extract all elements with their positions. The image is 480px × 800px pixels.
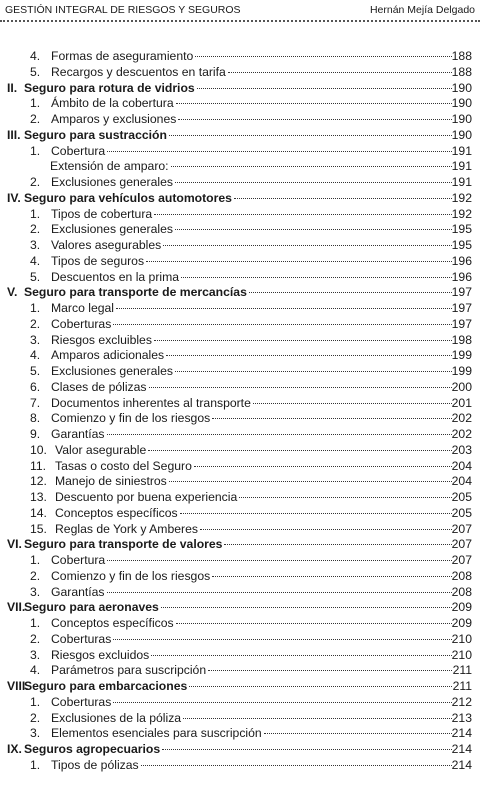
toc-page-number: 209 [451, 600, 472, 615]
toc-section-entry[interactable] [0, 191, 480, 207]
toc-entry-number: 2. [30, 112, 41, 126]
toc-entry-number: 3. [30, 584, 41, 599]
toc-entry[interactable] [0, 443, 480, 459]
toc-entry[interactable] [0, 726, 480, 742]
toc-entry-body [51, 65, 454, 81]
dot-leader [148, 449, 452, 451]
dot-leader [253, 402, 452, 404]
table-of-contents [0, 49, 480, 774]
toc-entry-body [55, 506, 454, 522]
toc-page-number: 202 [451, 427, 472, 441]
dot-leader [169, 480, 452, 482]
toc-entry-body [51, 663, 454, 679]
toc-entry-title: Comienzo y fin de los riesgos [51, 568, 211, 583]
toc-entry-title: Tipos de seguros [51, 253, 145, 268]
toc-entry-title: Ámbito de la cobertura [51, 96, 174, 111]
dot-leader [208, 669, 452, 671]
toc-page-number: 198 [451, 332, 472, 347]
toc-entry-body [24, 537, 454, 553]
toc-entry-title: Formas de aseguramiento [51, 49, 194, 63]
toc-entry-title: Tipos de pólizas [51, 757, 139, 772]
toc-entry-title: Valor asegurable [55, 442, 147, 457]
toc-page-number: 192 [451, 206, 472, 221]
toc-entry-body [51, 222, 454, 238]
toc-page-number: 209 [451, 616, 472, 630]
toc-page-number: 213 [451, 710, 472, 725]
toc-entry-number: 1. [30, 553, 41, 567]
toc-entry-title: Seguro para vehículos automotores [24, 190, 232, 205]
header-author: Hernán Mejía Delgado [369, 4, 475, 16]
toc-entry-title: Exclusiones generales [51, 222, 173, 237]
toc-entry[interactable] [0, 238, 480, 254]
toc-entry-body [51, 175, 454, 191]
toc-page-number: 214 [451, 757, 472, 772]
toc-page-number: 196 [451, 269, 472, 284]
toc-page-number: 211 [452, 663, 472, 678]
toc-entry-title: Conceptos específicos [51, 616, 174, 630]
dot-leader [212, 575, 452, 577]
toc-entry-title: Manejo de siniestros [55, 474, 167, 489]
toc-entry-number: 1. [30, 206, 41, 221]
toc-page-number: 188 [451, 49, 472, 63]
toc-entry-body [51, 632, 454, 648]
dot-leader [107, 591, 452, 593]
toc-entry-title: Marco legal [51, 301, 114, 315]
toc-page-number: 195 [451, 238, 472, 252]
toc-page-number: 190 [451, 80, 472, 95]
toc-entry-number: 2. [30, 631, 41, 646]
toc-entry-body [51, 411, 454, 427]
dot-leader [166, 354, 452, 356]
toc-entry[interactable] [0, 364, 480, 380]
toc-entry-body [51, 553, 454, 569]
toc-entry-body [24, 742, 454, 758]
toc-entry-body [51, 726, 454, 742]
toc-entry-title: Exclusiones generales [51, 175, 173, 189]
toc-page-number: 204 [451, 458, 472, 473]
toc-page-number: 192 [451, 190, 472, 205]
toc-entry-body [51, 317, 454, 333]
toc-entry-number: 15. [30, 521, 47, 536]
toc-entry-number: 3. [30, 726, 41, 741]
dot-leader [146, 260, 452, 262]
dot-leader [200, 528, 452, 530]
toc-page-number: 210 [451, 647, 472, 662]
toc-entry-title: Coberturas [51, 316, 112, 331]
toc-entry[interactable] [0, 663, 480, 679]
toc-page-number: 214 [451, 726, 472, 741]
toc-page-number: 208 [451, 584, 472, 599]
dot-leader [163, 244, 452, 246]
toc-entry[interactable] [0, 411, 480, 427]
toc-page-number: 191 [451, 159, 472, 174]
dot-leader [113, 323, 452, 325]
toc-entry-title: Extensión de amparo: [50, 159, 169, 174]
toc-entry-body [51, 695, 454, 711]
toc-entry-title: Tasas o costo del Seguro [55, 458, 192, 473]
toc-entry-title: Comienzo y fin de los riesgos [51, 411, 211, 426]
dot-leader [107, 150, 452, 152]
toc-entry-title: Descuento por buena experiencia [55, 490, 238, 504]
dot-leader [228, 71, 452, 73]
dot-leader [154, 213, 452, 215]
toc-entry-number: 5. [30, 269, 41, 284]
toc-entry-number: 2. [30, 568, 41, 583]
dot-leader [171, 165, 452, 167]
toc-entry-body [24, 679, 454, 695]
toc-entry-title: Riesgos excluidos [51, 647, 150, 662]
toc-entry-title: Seguro para transporte de valores [24, 537, 223, 552]
dot-leader [197, 87, 452, 89]
toc-page-number: 208 [451, 568, 472, 583]
toc-entry-body [24, 81, 454, 97]
toc-entry-body [51, 364, 454, 380]
toc-entry-title: Amparos y exclusiones [51, 112, 177, 126]
toc-entry[interactable] [0, 96, 480, 112]
toc-entry-body [51, 238, 454, 254]
toc-entry-title: Exclusiones generales [51, 364, 173, 378]
toc-entry[interactable] [0, 632, 480, 648]
toc-entry-body [51, 270, 454, 286]
header-divider [0, 20, 480, 22]
toc-entry-number: 3. [30, 238, 41, 252]
toc-entry[interactable] [0, 254, 480, 270]
toc-entry-title: Seguro para embarcaciones [24, 679, 188, 693]
toc-entry-body [51, 380, 454, 396]
dot-leader [162, 748, 452, 750]
toc-entry-title: Garantías [51, 427, 105, 441]
toc-page-number: 199 [451, 364, 472, 378]
dot-leader [151, 654, 452, 656]
toc-entry-number: V. [7, 285, 18, 300]
toc-page-number: 191 [451, 175, 472, 189]
toc-entry[interactable] [0, 270, 480, 286]
toc-page-number: 197 [451, 285, 472, 300]
toc-page-number: 207 [451, 553, 472, 567]
toc-page-number: 197 [451, 301, 472, 315]
toc-page-number: 210 [451, 631, 472, 646]
toc-entry-title: Seguro para aeronaves [24, 600, 159, 615]
dot-leader [194, 465, 452, 467]
toc-entry-body [51, 144, 454, 160]
toc-section-entry[interactable] [0, 128, 480, 144]
toc-entry-number: 1. [30, 143, 41, 158]
toc-entry-title: Amparos adicionales [51, 348, 165, 363]
toc-entry[interactable] [0, 380, 480, 396]
toc-page-number: 199 [451, 348, 472, 363]
dot-leader [212, 417, 452, 419]
dot-leader [264, 732, 452, 734]
toc-entry[interactable] [0, 49, 480, 65]
toc-page-number: 197 [451, 316, 472, 331]
toc-entry-number: 4. [30, 49, 41, 63]
header-book-title: GESTIÓN INTEGRAL DE RIESGOS Y SEGUROS [5, 4, 241, 16]
toc-entry[interactable] [0, 648, 480, 664]
toc-entry[interactable] [0, 695, 480, 711]
dot-leader [113, 701, 452, 703]
toc-entry-body [51, 112, 454, 128]
toc-entry-number: 14. [30, 505, 47, 520]
toc-entry-title: Valores asegurables [51, 238, 162, 252]
toc-entry-title: Tipos de cobertura [51, 206, 153, 221]
dot-leader [176, 102, 452, 104]
toc-entry-body [51, 711, 454, 727]
toc-section-entry[interactable] [0, 742, 480, 758]
toc-entry-title: Garantías [51, 584, 105, 599]
toc-entry-number: 4. [30, 253, 41, 268]
toc-entry[interactable] [0, 553, 480, 569]
toc-page-number: 207 [451, 521, 472, 536]
toc-entry[interactable] [0, 112, 480, 128]
toc-entry-title: Parámetros para suscripción [51, 663, 207, 678]
toc-entry[interactable] [0, 207, 480, 223]
toc-section-entry[interactable] [0, 679, 480, 695]
toc-entry-number: 5. [30, 364, 41, 378]
toc-entry[interactable] [0, 144, 480, 160]
toc-entry-title: Cobertura [51, 553, 106, 567]
toc-entry-body [50, 159, 454, 175]
toc-entry-body [51, 333, 454, 349]
dot-leader [181, 276, 452, 278]
toc-entry-title: Recargos y descuentos en tarifa [51, 64, 226, 79]
dot-leader [169, 134, 452, 136]
toc-entry-number: 4. [30, 348, 41, 363]
toc-entry-body [51, 254, 454, 270]
toc-entry-number: 3. [30, 332, 41, 347]
toc-entry-body [51, 396, 454, 412]
toc-entry-body [55, 443, 454, 459]
toc-entry[interactable] [0, 506, 480, 522]
toc-entry-number: 7. [30, 395, 41, 410]
toc-section-entry[interactable] [0, 600, 480, 616]
toc-entry-number: 1. [30, 301, 41, 315]
dot-leader [224, 543, 452, 545]
dot-leader [249, 291, 452, 293]
dot-leader [116, 307, 452, 309]
toc-entry[interactable] [0, 175, 480, 191]
toc-entry-title: Seguro para sustracción [24, 127, 167, 142]
toc-entry[interactable] [0, 459, 480, 475]
toc-page-number: 204 [451, 474, 472, 489]
toc-entry-body [51, 758, 454, 774]
toc-entry-body [51, 49, 454, 65]
toc-entry-number: 1. [30, 616, 41, 630]
toc-entry-number: 2. [30, 222, 41, 237]
toc-entry-title: Exclusiones de la póliza [51, 710, 182, 725]
toc-entry-body [51, 569, 454, 585]
dot-leader [175, 370, 452, 372]
toc-entry-title: Seguro para transporte de mercancías [24, 285, 247, 300]
toc-entry-number: 2. [30, 175, 41, 189]
toc-entry-title: Elementos esenciales para suscripción [51, 726, 262, 741]
toc-entry-number: II. [7, 80, 18, 95]
dot-leader [178, 118, 452, 120]
dot-leader [175, 181, 452, 183]
toc-entry-number: 1. [30, 757, 41, 772]
dot-leader [195, 55, 452, 57]
toc-entry[interactable] [0, 474, 480, 490]
toc-entry-body [51, 616, 454, 632]
dot-leader [180, 512, 452, 514]
dot-leader [141, 764, 452, 766]
toc-entry-number: 1. [30, 694, 41, 709]
toc-page-number: 201 [451, 395, 472, 410]
toc-entry-body [55, 490, 454, 506]
toc-entry-body [51, 348, 454, 364]
dot-leader [183, 717, 452, 719]
toc-page-number: 203 [451, 442, 472, 457]
toc-page-number: 195 [451, 222, 472, 237]
toc-entry[interactable] [0, 427, 480, 443]
dot-leader [176, 622, 452, 624]
toc-entry[interactable] [0, 585, 480, 601]
toc-entry-number: 9. [30, 427, 41, 441]
toc-entry-body [51, 207, 454, 223]
toc-entry-number: 10. [30, 442, 47, 457]
toc-page-number: 207 [451, 537, 472, 552]
toc-entry-title: Coberturas [51, 694, 112, 709]
toc-entry[interactable] [0, 396, 480, 412]
toc-entry-number: 8. [30, 411, 41, 426]
toc-entry-title: Riesgos excluibles [51, 332, 152, 347]
toc-page-number: 196 [451, 253, 472, 268]
toc-page-number: 190 [451, 96, 472, 111]
dot-leader [154, 339, 452, 341]
toc-entry-body [51, 427, 454, 443]
toc-entry[interactable] [0, 616, 480, 632]
toc-entry-body [24, 285, 454, 301]
toc-entry-title: Reglas de York y Amberes [55, 521, 198, 536]
dot-leader [239, 496, 452, 498]
toc-page-number: 190 [451, 127, 472, 142]
toc-entry-title: Clases de pólizas [51, 379, 147, 394]
toc-page-number: 205 [451, 490, 472, 504]
dot-leader [149, 386, 452, 388]
running-header [0, 0, 480, 20]
dot-leader [161, 606, 452, 608]
toc-page-number: 214 [451, 742, 472, 756]
toc-entry-number: 5. [30, 64, 41, 79]
toc-entry-title: Descuentos en la prima [51, 269, 180, 284]
dot-leader [107, 559, 452, 561]
toc-entry[interactable] [0, 569, 480, 585]
toc-entry[interactable] [0, 159, 480, 175]
toc-page-number: 211 [452, 679, 472, 693]
toc-entry-number: VIII. [7, 679, 29, 693]
toc-entry-title: Conceptos específicos [55, 505, 178, 520]
toc-entry-body [55, 474, 454, 490]
toc-entry-body [24, 600, 454, 616]
toc-entry-number: 4. [30, 663, 41, 678]
toc-section-entry[interactable] [0, 81, 480, 97]
toc-entry-number: 1. [30, 96, 41, 111]
toc-entry[interactable] [0, 65, 480, 81]
toc-entry-number: 3. [30, 647, 41, 662]
toc-section-entry[interactable] [0, 537, 480, 553]
toc-entry[interactable] [0, 333, 480, 349]
toc-entry[interactable] [0, 758, 480, 774]
toc-entry-number: III. [7, 127, 21, 142]
toc-entry-number: 2. [30, 710, 41, 725]
toc-entry[interactable] [0, 222, 480, 238]
toc-page-number: 191 [451, 143, 472, 158]
toc-entry-number: IX. [7, 742, 22, 756]
toc-entry-title: Seguros agropecuarios [24, 742, 161, 756]
toc-page-number: 212 [451, 694, 472, 709]
toc-entry-body [24, 128, 454, 144]
toc-entry-title: Cobertura [51, 143, 106, 158]
toc-entry[interactable] [0, 317, 480, 333]
dot-leader [113, 638, 452, 640]
toc-page-number: 200 [451, 379, 472, 394]
toc-entry-body [51, 301, 454, 317]
toc-entry[interactable] [0, 522, 480, 538]
toc-entry-body [55, 459, 454, 475]
toc-page-number: 188 [451, 64, 472, 79]
dot-leader [189, 685, 452, 687]
toc-entry-body [51, 648, 454, 664]
toc-entry-body [51, 96, 454, 112]
toc-entry[interactable] [0, 490, 480, 506]
toc-entry-body [51, 585, 454, 601]
toc-entry-number: 2. [30, 316, 41, 331]
toc-entry-number: 11. [30, 458, 47, 473]
dot-leader [234, 197, 452, 199]
toc-entry[interactable] [0, 711, 480, 727]
toc-section-entry[interactable] [0, 285, 480, 301]
toc-entry-number: 13. [30, 490, 47, 504]
toc-entry-title: Coberturas [51, 631, 112, 646]
toc-page-number: 205 [451, 505, 472, 520]
toc-entry[interactable] [0, 301, 480, 317]
toc-entry-number: IV. [7, 190, 21, 205]
dot-leader [175, 228, 452, 230]
toc-entry-title: Documentos inherentes al transporte [51, 395, 251, 410]
toc-entry-number: VI. [7, 537, 22, 552]
toc-page-number: 190 [451, 112, 472, 126]
toc-entry[interactable] [0, 348, 480, 364]
toc-entry-number: 6. [30, 379, 41, 394]
toc-entry-body [55, 522, 454, 538]
toc-entry-body [24, 191, 454, 207]
toc-entry-title: Seguro para rotura de vidrios [24, 80, 195, 95]
dot-leader [107, 433, 452, 435]
toc-entry-number: 12. [30, 474, 47, 489]
toc-entry-number: VII. [7, 600, 26, 615]
toc-page-number: 202 [451, 411, 472, 426]
